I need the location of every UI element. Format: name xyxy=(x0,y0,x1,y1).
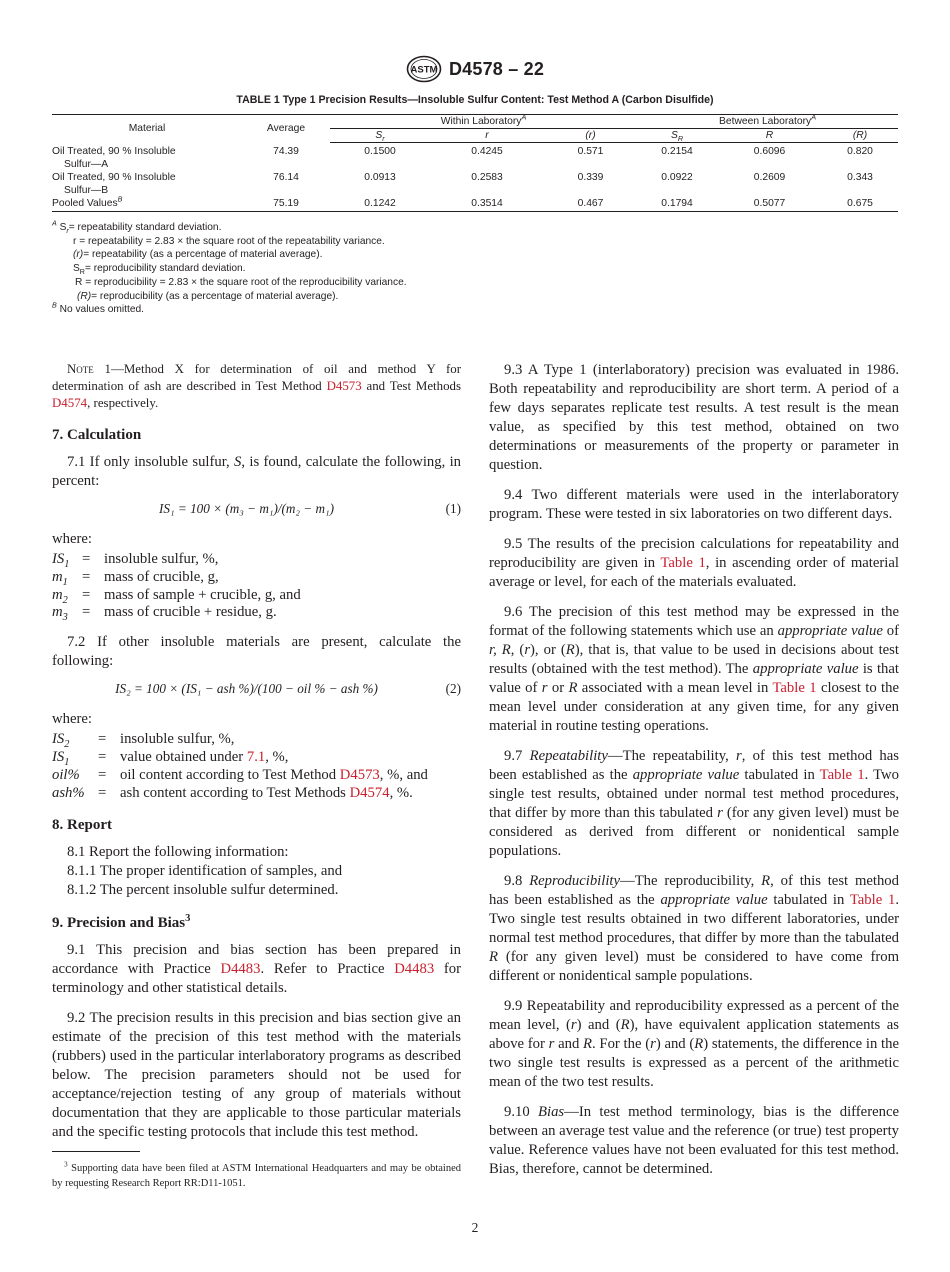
where-label: where: xyxy=(52,711,92,728)
paragraph-9-2: 9.2 The precision results in this precision and bias section give an estimate of the precision of this test method with the materials (rubbers) used in the particular interlaboratory programs as described below. The precision parameters should not be used for acceptance/rejection testing of any group of materials without documentation that they are applicable to those particular materials and the specific testing protocols that include this test method. xyxy=(52,1010,461,1141)
definition-row: $m_1$ = mass of crucible, g, xyxy=(52,568,219,588)
precision-table xyxy=(52,114,898,212)
paragraph-7-1: 7.1 If only insoluble sulfur, S, is found, calculate the following, in percent: xyxy=(52,454,461,489)
col-group-within: Within Laboratory$^A$ xyxy=(330,115,637,129)
col-header-average: Average xyxy=(242,115,330,143)
paragraph-9-5: 9.5 The results of the precision calculations for repeatability and reproducibility are given in Table 1, in ascending order of material average or level, for each of the materials evaluated. xyxy=(489,536,899,590)
cell-R-pct: 0.675 xyxy=(822,197,898,212)
paragraph-9-6: 9.6 The precision of this test method may be expressed in the format of the following statements which use an appropriate value of r, R, (r), or (R), that is, that value to be used in decisions about test results (obtained with the test method). The appropriate value is that value of r or R associated with a mean level in Table 1 closest to the mean level under consideration at any given time, for any given material in routine testing operations. xyxy=(489,604,899,734)
cell-R: 0.5077 xyxy=(717,197,822,212)
paragraph-7-2: 7.2 If other insoluble materials are present, calculate the following: xyxy=(52,634,461,670)
paragraph-9-8: 9.8 Reproducibility—The reproducibility, R, of this test method has been established as the appropriate value tabulated in Table 1. Two single test results obtained in two different laboratories, under normal test method procedures, that differ by more than the tabulated R (for any given level) must be considered to have come from different or nonidentical sample populations. xyxy=(489,873,899,984)
col-header-sR: $S_R$ xyxy=(637,129,717,143)
right-column xyxy=(489,361,899,1179)
definition-row: $IS_2$ = insoluble sulfur, %, xyxy=(52,731,235,751)
paragraph-9-10: 9.10 Bias—In test method terminology, bias is the difference between an average test value and the reference (or true) test property value. Reference values have not been evaluated for this test method. Bias, therefore, cannot be determined. xyxy=(489,1104,899,1177)
cell-R-pct: 0.343 xyxy=(847,171,873,183)
table-note-b: $^B$ No values omitted. xyxy=(52,301,144,316)
link-d4574[interactable]: D4574 xyxy=(349,784,390,801)
table-row xyxy=(52,171,898,197)
section-8-heading: 8. Report xyxy=(52,817,112,834)
cell-material: Oil Treated, 90 % Insoluble Sulfur—A xyxy=(52,145,176,170)
paragraph-9-7: 9.7 Repeatability—The repeatability, r, of this test method has been established as the appropriate value tabulated in Table 1. Two single test results, obtained under normal test method procedures, that differ by more than this tabulated r (for any given level) must be considered as derived from different or nonidentical sample populations. xyxy=(489,748,899,859)
logo-text: ASTM xyxy=(410,64,438,76)
paragraph-8-1-1: 8.1.1 The proper identification of samples, and xyxy=(67,863,343,880)
note-1: Note 1—Method X for determination of oil and method Y for determination of ash are described in Test Method D4573 and Test Methods D4574, respectively. xyxy=(52,362,461,410)
document-id: D4578 – 22 xyxy=(448,58,545,79)
definition-row: $IS_1$ = value obtained under 7.1, %, xyxy=(52,748,289,768)
left-column xyxy=(52,361,461,1142)
definition-list-1 xyxy=(52,551,461,622)
table-note-R-pct: (R)= reproducibility (as a percentage of material average). xyxy=(77,290,339,302)
cell-r-pct: 0.467 xyxy=(544,197,637,212)
section-7-heading: 7. Calculation xyxy=(52,427,142,443)
col-header-material: Material xyxy=(52,115,242,143)
equation-1: IS₁ = 100 × (m₃ − m₁)/(m₂ − m₁) (1) xyxy=(159,501,461,516)
link-d4483[interactable]: D4483 xyxy=(394,961,435,978)
equation-2: IS₂ = 100 × (IS₁ − ash %)/(100 − oil % − ash %) (2) xyxy=(115,681,461,697)
cell-average: 76.14 xyxy=(273,171,299,183)
link-d4573[interactable]: D4573 xyxy=(339,766,380,783)
cell-sR: 0.2154 xyxy=(661,146,693,157)
col-header-r: r xyxy=(430,129,544,143)
paragraph-9-4: 9.4 Two different materials were used in the interlaboratory program. These were tested in six laboratories on two different days. xyxy=(489,487,899,522)
link-d4574[interactable]: D4574 xyxy=(52,396,88,410)
cell-material: Oil Treated, 90 % Insoluble Sulfur—B xyxy=(52,171,176,196)
link-d4483[interactable]: D4483 xyxy=(220,961,261,978)
paragraph-9-9: 9.9 Repeatability and reproducibility expressed as a percent of the mean level, (r) and (R), have equivalent application statements as above for r and R. For the (r) and (R) statements, the difference in the two single test results is expressed as a percent of the arithmetic mean of the two test results. xyxy=(489,998,900,1090)
table-note-R: R = reproducibility = 2.83 × the square root of the reproducibility variance. xyxy=(75,276,407,288)
table-note-r-pct: (r)= repeatability (as a percentage of material average). xyxy=(73,249,323,261)
definition-row: $m_2$ = mass of sample + crucible, g, and xyxy=(52,586,301,606)
link-table-1[interactable]: Table 1 xyxy=(819,767,865,783)
cell-R-pct: 0.820 xyxy=(847,146,873,157)
cell-R: 0.2609 xyxy=(753,171,786,183)
link-7-1[interactable]: 7.1 xyxy=(246,748,266,765)
paragraph-9-1: 9.1 This precision and bias section has been prepared in accordance with Practice D4483. Refer to Practice D4483 for terminology and other statistical details. xyxy=(52,942,461,997)
cell-R: 0.6096 xyxy=(753,146,786,157)
cell-sr: 0.1500 xyxy=(364,146,396,157)
link-table-1[interactable]: Table 1 xyxy=(849,892,896,908)
footnote-3: $^3$ Supporting data have been filed at ASTM International Headquarters and may be obtained by requesting Research Report RR:D11-1051. xyxy=(52,1159,461,1189)
col-group-between: Between Laboratory$^A$ xyxy=(637,115,898,129)
cell-r-pct: 0.339 xyxy=(577,171,604,183)
cell-sr: 0.1242 xyxy=(330,197,430,212)
paragraph-9-3: 9.3 A Type 1 (interlaboratory) precision was evaluated in 1986. Both repeatability and reproducibility are short term. A period of a few days separates replicate test results. A test result is the mean value, as specified by this test method, obtained on two determinations or measurements of the property or parameter in question. xyxy=(489,362,899,473)
table-note-a: $^A$ $S_r=$ repeatability standard deviation. xyxy=(52,219,222,236)
table-footnotes xyxy=(52,221,898,317)
link-table-1[interactable]: Table 1 xyxy=(772,680,817,696)
col-header-R-pct: (R) xyxy=(822,129,898,143)
section-9-heading: 9. Precision and Bias$^3$ xyxy=(52,913,191,932)
cell-sr: 0.0913 xyxy=(364,171,396,183)
astm-logo-icon xyxy=(406,55,442,83)
table-row xyxy=(52,197,898,212)
paragraph-8-1-2: 8.1.2 The percent insoluble sulfur determined. xyxy=(67,882,339,899)
col-header-r-pct: (r) xyxy=(544,129,637,143)
cell-sR: 0.1794 xyxy=(637,197,717,212)
link-d4573[interactable]: D4573 xyxy=(326,379,362,393)
cell-material: Pooled Values$^B$ xyxy=(52,197,242,212)
footnote-rule xyxy=(52,1151,140,1152)
page-number: 2 xyxy=(471,1220,479,1235)
definition-row: oil% = oil content according to Test Method D4573, %, and xyxy=(52,766,428,783)
cell-average: 75.19 xyxy=(242,197,330,212)
cell-average: 74.39 xyxy=(273,145,299,157)
document-header xyxy=(0,55,950,83)
link-table-1[interactable]: Table 1 xyxy=(660,555,706,571)
cell-sR: 0.0922 xyxy=(661,171,693,183)
cell-r-pct: 0.571 xyxy=(577,146,604,157)
cell-r: 0.2583 xyxy=(471,171,503,183)
where-label: where: xyxy=(52,531,92,547)
col-header-sr: $S_r$ xyxy=(330,129,430,143)
definition-list-2 xyxy=(52,731,461,802)
table-row xyxy=(52,143,898,171)
col-header-R: R xyxy=(717,129,822,143)
table-caption: TABLE 1 Type 1 Precision Results—Insoluble Sulfur Content: Test Method A (Carbon Disulfide) xyxy=(236,94,714,106)
definition-row: $IS_1$ = insoluble sulfur, %, xyxy=(52,551,219,570)
table-note-r: r = repeatability = 2.83 × the square root of the repeatability variance. xyxy=(73,235,385,247)
paragraph-8-1: 8.1 Report the following information: xyxy=(67,844,289,861)
definition-row: $m_3$ = mass of crucible + residue, g. xyxy=(52,604,277,624)
cell-r: 0.3514 xyxy=(430,197,544,212)
cell-r: 0.4245 xyxy=(471,146,503,157)
table-note-sR: $S_R=$ reproducibility standard deviation. xyxy=(73,263,246,277)
definition-row: ash% = ash content according to Test Methods D4574, %. xyxy=(52,784,413,801)
